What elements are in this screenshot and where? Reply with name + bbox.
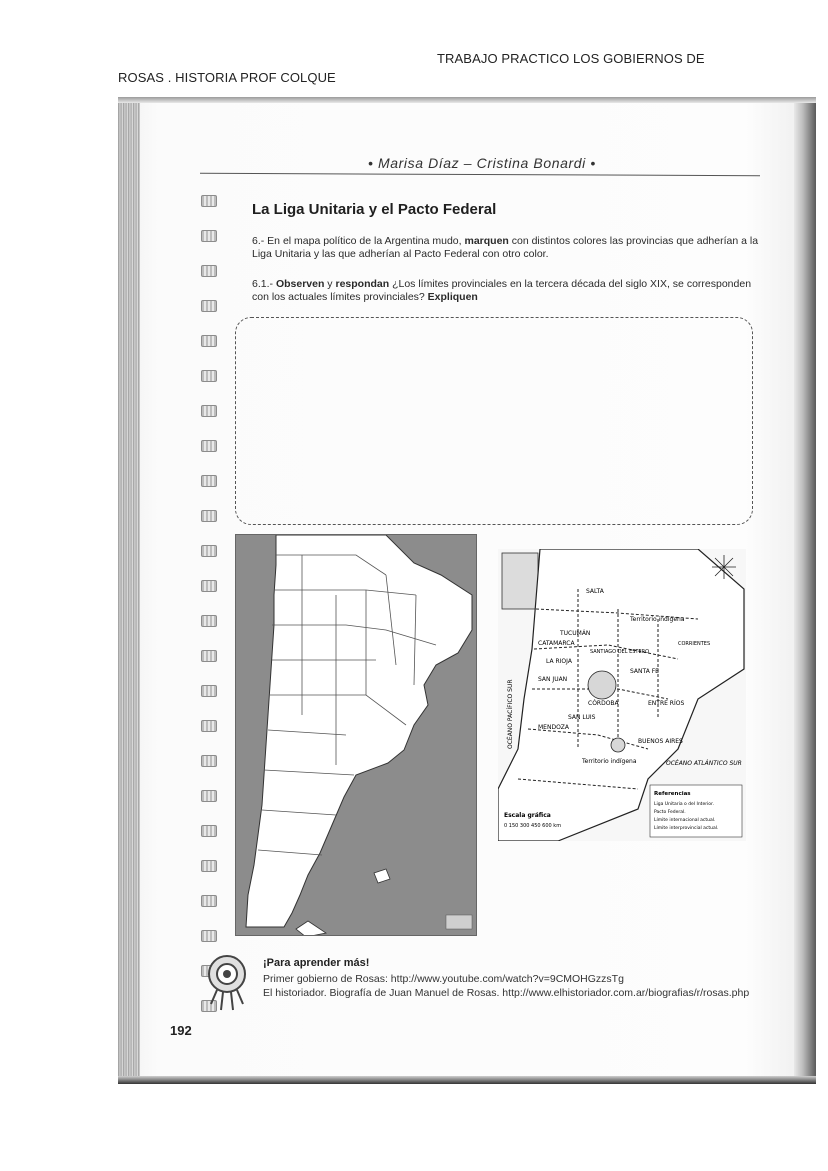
scan-left-edge <box>118 97 140 1084</box>
spiral-hole <box>201 335 217 347</box>
learn-more-link-historiador[interactable]: El historiador. Biografía de Juan Manuel de Rosas. http://www.elhistoriador.com.ar/biografias/r/rosas.php <box>263 987 750 999</box>
references-title: Referencias <box>654 791 691 797</box>
reference-liga-unitaria: Liga Unitaria o del Interior. <box>654 802 714 807</box>
question-6-text-b: con distintos colores las provincias que adherían a la Liga Unitaria y las que adherían al Pacto Federal con otro color. <box>252 235 759 260</box>
spiral-hole <box>201 790 217 802</box>
question-6-text-a: En el mapa político de la Argentina mudo, <box>264 235 465 247</box>
question-6-1-bold-c: Expliquen <box>427 291 478 303</box>
spiral-binding <box>198 195 220 1045</box>
reference-international-limit: Límite internacional actual. <box>654 818 716 823</box>
label-la-rioja: LA RIOJA <box>546 658 572 665</box>
label-territorio-norte: Territorio indígena <box>630 616 685 623</box>
scan-right-edge <box>794 97 816 1084</box>
question-6-1 <box>252 278 762 304</box>
scanned-book-page <box>118 97 816 1084</box>
question-6-number: 6.- <box>252 235 265 247</box>
question-6-bold: marquen <box>464 235 509 247</box>
spiral-hole <box>201 650 217 662</box>
spiral-hole <box>201 755 217 767</box>
spiral-hole <box>201 265 217 277</box>
question-6 <box>252 235 762 261</box>
scale-title: Escala gráfica <box>504 812 551 819</box>
lesson-title: La Liga Unitaria y el Pacto Federal <box>252 201 497 218</box>
label-mendoza: MENDOZA <box>538 724 570 731</box>
question-6-1-text-a: y <box>324 278 336 290</box>
spiral-hole <box>201 685 217 697</box>
label-santiago: SANTIAGO DEL ESTERO <box>590 649 650 655</box>
historical-political-map <box>498 549 746 841</box>
label-san-juan: SAN JUAN <box>538 676 568 683</box>
spiral-hole <box>201 930 217 942</box>
label-cordoba: CÓRDOBA <box>588 700 619 707</box>
compass-rose-icon <box>712 555 736 579</box>
label-salta: SALTA <box>586 588 604 595</box>
learn-more-title: ¡Para aprender más! <box>263 957 370 969</box>
question-6-1-text-b: ¿Los límites provinciales en la tercera década del siglo XIX, se corresponden con los actuales límites provinciales? <box>252 278 752 303</box>
spiral-hole <box>201 370 217 382</box>
label-atlantic-ocean: OCÉANO ATLÁNTICO SUR <box>666 760 742 767</box>
question-6-1-bold-b: respondan <box>335 278 390 290</box>
spiral-hole <box>201 195 217 207</box>
document-header-line1: TRABAJO PRACTICO LOS GOBIERNOS DE <box>437 51 705 66</box>
book-authors: • Marisa Díaz – Cristina Bonardi • <box>368 155 596 171</box>
learn-more-mascot-icon <box>203 952 251 1012</box>
page-number: 192 <box>170 1023 192 1038</box>
blank-argentina-map <box>235 534 477 936</box>
scale-values: 0 150 300 450 600 km <box>504 823 562 829</box>
label-corrientes: CORRIENTES <box>678 641 711 647</box>
spiral-hole <box>201 300 217 312</box>
scan-bottom-edge <box>118 1076 816 1084</box>
spiral-hole <box>201 580 217 592</box>
reference-pacto-federal: Pacto Federal. <box>654 810 686 815</box>
label-entre-rios: ENTRE RÍOS <box>648 700 685 707</box>
spiral-hole <box>201 440 217 452</box>
political-map-drawing <box>498 549 746 841</box>
spiral-hole <box>201 405 217 417</box>
spiral-hole <box>201 720 217 732</box>
spiral-hole <box>201 895 217 907</box>
spiral-hole <box>201 230 217 242</box>
question-6-1-bold-a: Observen <box>275 278 325 290</box>
label-pacific-ocean: OCÉANO PACÍFICO SUR <box>507 679 514 749</box>
question-6-1-number: 6.1.- <box>252 278 274 290</box>
spiral-hole <box>201 860 217 872</box>
label-buenos-aires: BUENOS AIRES <box>638 738 683 745</box>
spiral-hole <box>201 545 217 557</box>
spiral-hole <box>201 615 217 627</box>
spiral-hole <box>201 475 217 487</box>
reference-provincial-limit: Límite interprovincial actual. <box>654 826 719 831</box>
spiral-hole <box>201 825 217 837</box>
document-header-line2: ROSAS . HISTORIA PROF COLQUE <box>118 70 336 85</box>
label-territorio-sur: Territorio indígena <box>582 758 637 765</box>
blank-map-drawing <box>236 535 477 936</box>
answer-box[interactable] <box>235 317 753 525</box>
label-tucuman: TUCUMÁN <box>560 630 591 637</box>
label-san-luis: SAN LUIS <box>568 714 596 721</box>
spiral-hole <box>201 510 217 522</box>
learn-more-link-youtube[interactable]: Primer gobierno de Rosas: http://www.youtube.com/watch?v=9CMOHGzzsTg <box>263 973 624 985</box>
label-santa-fe: SANTA FE <box>630 668 659 675</box>
scan-top-edge <box>118 97 816 103</box>
header-rule <box>200 173 760 176</box>
label-catamarca: CATAMARCA <box>538 640 575 647</box>
